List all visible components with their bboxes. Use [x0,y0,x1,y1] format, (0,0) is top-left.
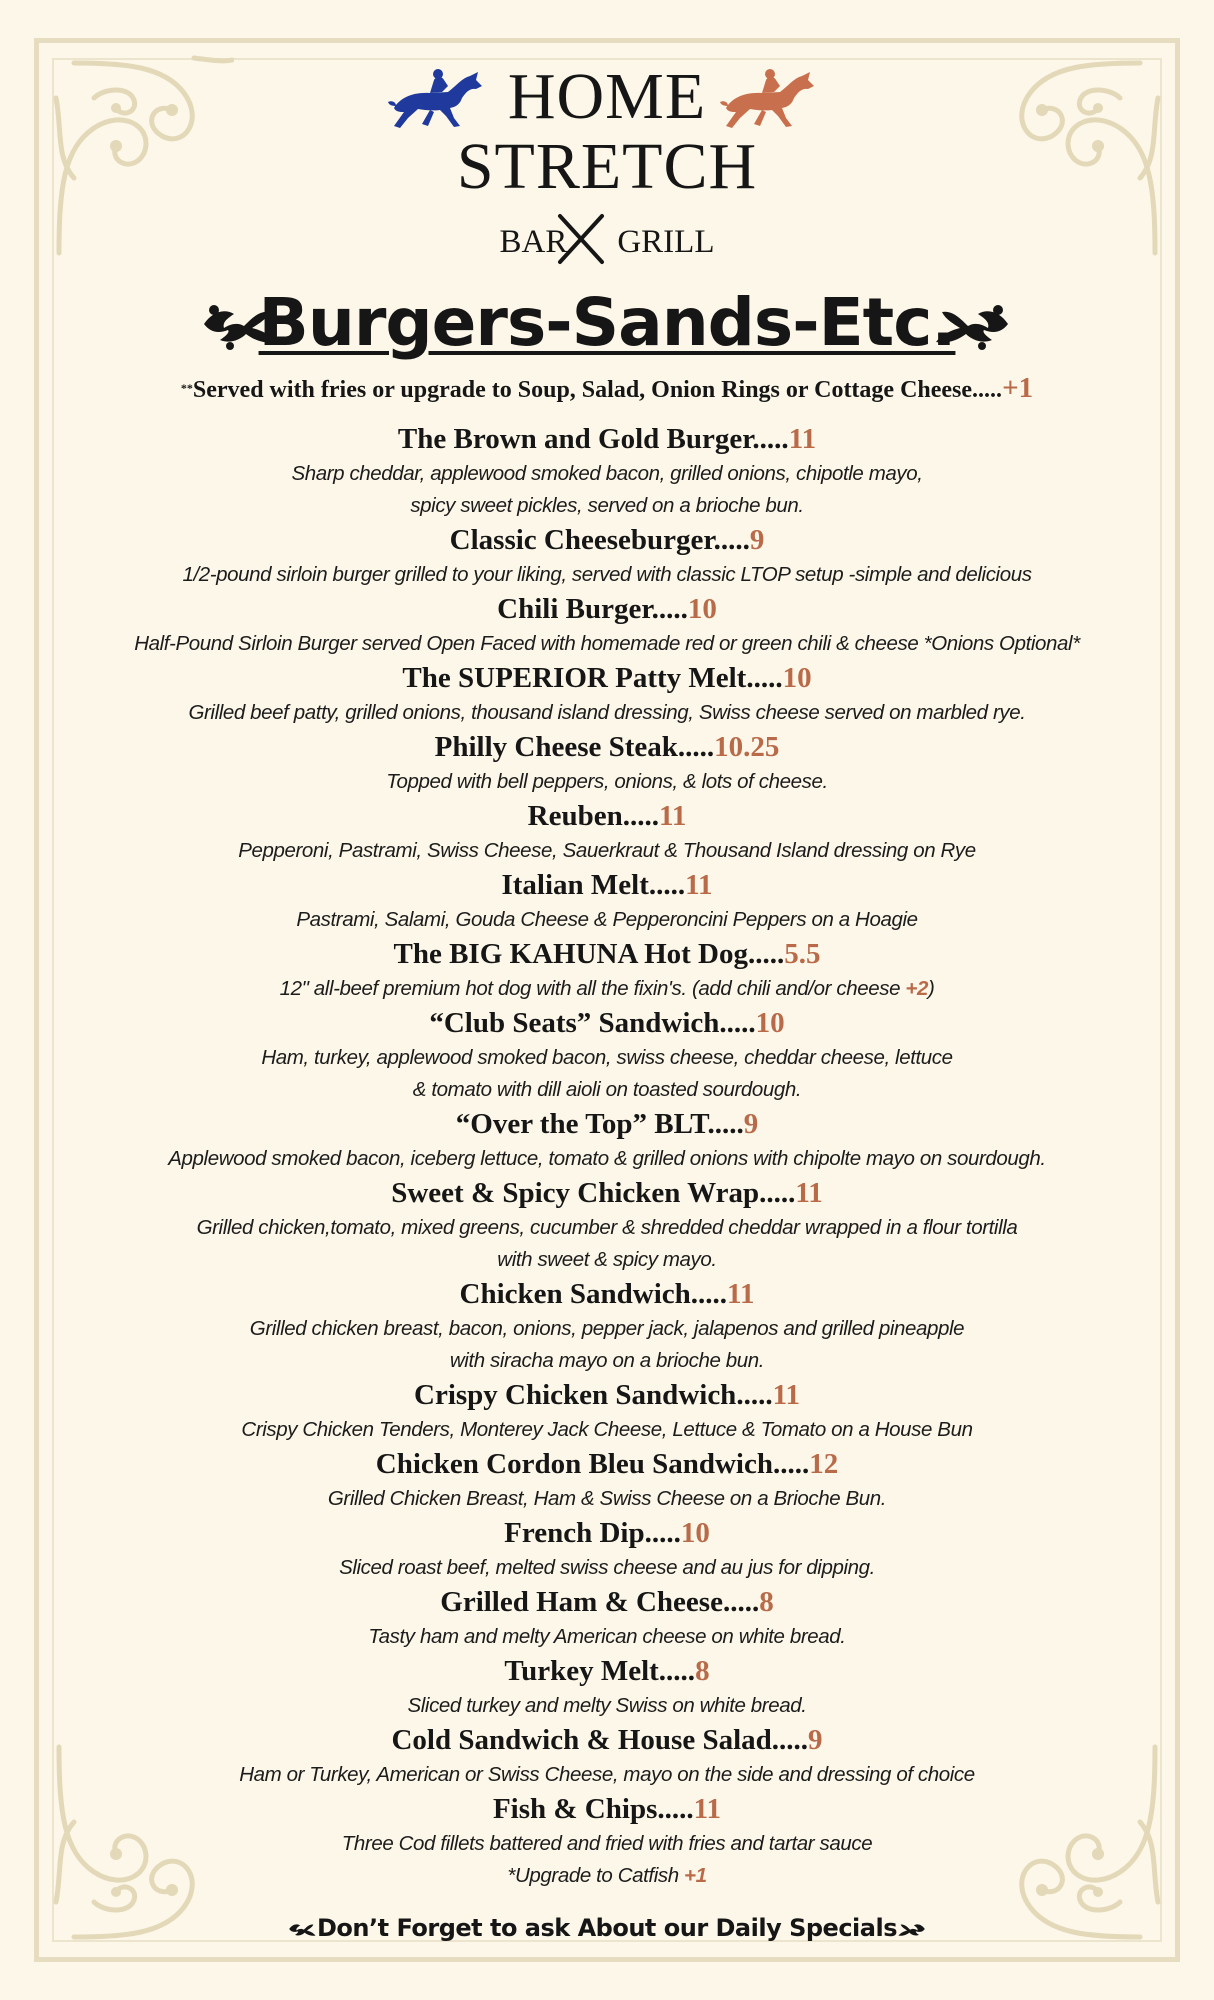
menu-item [60,1791,1154,1892]
item-description: 12" all-beef premium hot dog with all the fixin's. (add chili and/or cheese +2) [279,977,935,1000]
item-price: 9 [749,524,765,556]
logo-home-text: HOME [507,60,707,133]
item-price: 11 [772,1379,800,1411]
menu-item [60,1515,1154,1584]
item-price: 8 [759,1586,774,1618]
addon-price: +2 [905,977,928,1000]
item-name: “Over the Top” BLT.....9 [455,1108,759,1140]
item-description: with sweet & spicy mayo. [497,1248,717,1271]
item-description: Sliced roast beef, melted swiss cheese and au jus for dipping. [339,1556,875,1579]
menu-item [60,1446,1154,1515]
item-description: Grilled Chicken Breast, Ham & Swiss Cheese on a Brioche Bun. [327,1487,887,1510]
item-description: Grilled chicken,tomato, mixed greens, cucumber & shredded cheddar wrapped in a flour tortilla [196,1216,1018,1239]
item-description: Sliced turkey and melty Swiss on white bread. [407,1694,807,1717]
item-price: 5.5 [784,938,821,970]
item-price: 10 [687,593,717,625]
item-name: “Club Seats” Sandwich.....10 [429,1007,785,1039]
note-upgrade-price: +1 [1002,372,1034,404]
item-name: Italian Melt.....11 [501,869,713,901]
menu-item [60,867,1154,936]
item-price: 10 [782,662,812,694]
menu-item [60,729,1154,798]
logo-grill-text: GRILL [617,224,715,260]
item-description: Pastrami, Salami, Gouda Cheese & Pepperoncini Peppers on a Hoagie [296,908,918,931]
item-name: Cold Sandwich & House Salad.....9 [391,1724,823,1756]
menu-item [60,798,1154,867]
footer-text: Don’t Forget to ask About our Daily Specials [317,1914,897,1942]
item-name: Turkey Melt.....8 [504,1655,710,1687]
menu-item [60,421,1154,522]
item-price: 11 [685,869,713,901]
addon-price: +1 [684,1864,707,1887]
item-name: Crispy Chicken Sandwich.....11 [414,1379,800,1411]
menu-item [60,1584,1154,1653]
ornament-flourish-icon [287,1918,317,1940]
menu-item [60,591,1154,660]
item-name: Classic Cheeseburger.....9 [449,524,765,556]
menu-item [60,1276,1154,1377]
item-description: Pepperoni, Pastrami, Swiss Cheese, Sauerkraut & Thousand Island dressing on Rye [238,839,976,862]
ornament-flourish-icon [897,1918,927,1940]
item-price: 11 [788,423,817,455]
item-name: The SUPERIOR Patty Melt.....10 [402,662,812,694]
item-price: 12 [809,1448,839,1480]
logo-stretch-text: STRETCH [456,130,758,203]
item-description: Ham, turkey, applewood smoked bacon, swiss cheese, cheddar cheese, lettuce [261,1046,953,1069]
logo-bar-text: BAR [499,224,568,260]
menu-item [60,1005,1154,1106]
note-asterisk: ** [180,381,193,395]
item-description: Tasty ham and melty American cheese on white bread. [368,1625,846,1648]
note-text: Served with fries or upgrade to Soup, Salad, Onion Rings or Cottage Cheese..... [192,377,1003,403]
item-price: 11 [727,1278,755,1310]
item-description: & tomato with dill aioli on toasted sourdough. [412,1078,802,1101]
item-description: Sharp cheddar, applewood smoked bacon, grilled onions, chipotle mayo, [291,462,923,485]
item-name: The BIG KAHUNA Hot Dog.....5.5 [393,938,821,970]
item-description: Crispy Chicken Tenders, Monterey Jack Cheese, Lettuce & Tomato on a House Bun [241,1418,973,1441]
restaurant-logo [0,58,1214,270]
menu-item [60,1377,1154,1446]
item-name: Sweet & Spicy Chicken Wrap.....11 [391,1177,823,1209]
item-description: Ham or Turkey, American or Swiss Cheese, mayo on the side and dressing of choice [239,1763,975,1786]
section-title-text: Burgers-Sands-Etc. [258,284,956,361]
item-description: *Upgrade to Catfish +1 [507,1864,707,1887]
item-name: Reuben.....11 [527,800,687,832]
menu-item [60,936,1154,1005]
item-price: 10 [755,1007,785,1039]
ornament-flourish-icon [934,294,1012,354]
item-price: 8 [695,1655,710,1687]
item-name: Chicken Sandwich.....11 [459,1278,755,1310]
item-price: 11 [658,800,687,832]
item-name: Fish & Chips.....11 [492,1793,722,1825]
sides-note [0,370,1214,408]
item-name: French Dip.....10 [504,1517,710,1549]
item-name: Chicken Cordon Bleu Sandwich.....12 [375,1448,839,1480]
item-description: with siracha mayo on a brioche bun. [449,1349,765,1372]
item-price: 11 [795,1177,823,1209]
menu-item [60,522,1154,591]
item-name: Philly Cheese Steak.....10.25 [434,731,780,763]
item-description: Grilled beef patty, grilled onions, thousand island dressing, Swiss cheese served on marbled rye. [188,701,1026,724]
menu-item [60,1722,1154,1791]
item-price: 9 [743,1108,759,1140]
item-name: Chili Burger.....10 [497,593,717,625]
item-price: 10.25 [714,731,780,763]
menu-item [60,1106,1154,1175]
item-name: The Brown and Gold Burger.....11 [397,423,817,455]
item-name: Grilled Ham & Cheese.....8 [440,1586,774,1618]
menu-items-list [60,421,1154,1892]
item-description: 1/2-pound sirloin burger grilled to your liking, served with classic LTOP setup -simple and delicious [182,563,1032,586]
daily-specials-footer [0,1908,1214,1948]
racehorse-jockey-icon [718,62,818,132]
item-description: Applewood smoked bacon, iceberg lettuce, tomato & grilled onions with chipolte mayo on sourdough. [168,1147,1046,1170]
item-description: Grilled chicken breast, bacon, onions, pepper jack, jalapenos and grilled pineapple [249,1317,965,1340]
item-price: 9 [808,1724,823,1756]
item-description: Three Cod fillets battered and fried with fries and tartar sauce [341,1832,873,1855]
section-heading [0,276,1214,370]
item-description: Topped with bell peppers, onions, & lots of cheese. [386,770,828,793]
item-description: Half-Pound Sirloin Burger served Open Faced with homemade red or green chili & cheese *Onions Optional* [134,632,1080,655]
menu-item [60,660,1154,729]
item-price: 10 [680,1517,710,1549]
menu-item [60,1653,1154,1722]
item-description: spicy sweet pickles, served on a brioche bun. [410,494,804,517]
crossed-swords-icon [554,212,608,266]
item-price: 11 [693,1793,722,1825]
menu-item [60,1175,1154,1276]
